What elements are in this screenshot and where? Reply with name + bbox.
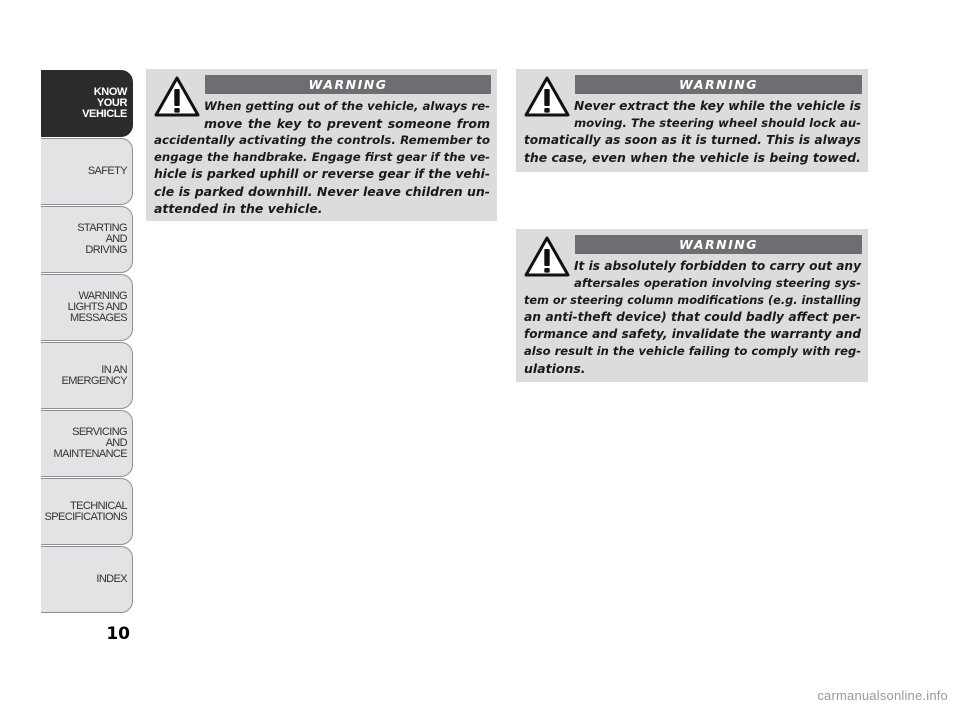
tab-know-your-vehicle[interactable] — [41, 70, 133, 137]
warning-text-line: aftersales operation involving steering sys- — [574, 276, 861, 290]
warning-text-line: tem or steering column modifications (e.g. installing — [524, 293, 861, 307]
warning-text-line: move the key to prevent someone from — [204, 116, 490, 131]
warning-title: WARNING — [575, 75, 862, 94]
warning-text-line: an anti-theft device) that could badly affect per- — [524, 310, 861, 324]
warning-text-line: hicle is parked uphill or reverse gear if the vehi- — [154, 167, 490, 181]
tab-label-line: MAINTENANCE — [53, 448, 127, 460]
tab-label-line: SAFETY — [87, 165, 127, 177]
tab-label-line: SPECIFICATIONS — [44, 510, 127, 523]
warning-text — [524, 258, 861, 377]
tab-label-line: VEHICLE — [82, 108, 127, 120]
warning-text-line: attended in the vehicle. — [154, 201, 323, 216]
tab-starting-and-driving[interactable] — [41, 206, 133, 273]
tab-label-line: KNOW — [93, 86, 127, 98]
tab-label-line: INDEX — [96, 573, 127, 585]
page-number: 10 — [106, 624, 130, 644]
tab-in-an-emergency[interactable] — [41, 342, 133, 409]
warning-text-line: ulations. — [524, 361, 586, 376]
tab-label-line: IN AN — [101, 363, 127, 376]
warning-text-line: It is absolutely forbidden to carry out any — [574, 259, 861, 273]
warning-box-steering-lock — [516, 69, 868, 172]
tab-index[interactable] — [41, 546, 133, 613]
tab-label-line: AND — [105, 437, 127, 449]
warning-box-steering-modifications — [516, 229, 868, 382]
warning-text-line: accidentally activating the controls. Remember to — [154, 133, 490, 147]
warning-title: WARNING — [205, 75, 491, 94]
tab-technical-specifications[interactable] — [41, 478, 133, 545]
tab-label-line: AND — [105, 233, 127, 245]
tab-warning-lights-and-messages[interactable] — [41, 274, 133, 341]
tab-servicing-and-maintenance[interactable] — [41, 410, 133, 477]
tab-label-line: WARNING — [78, 290, 127, 302]
warning-text-line: formance and safety, invalidate the warranty and — [524, 327, 861, 341]
warning-text-line: moving. The steering wheel should lock au- — [574, 116, 861, 130]
tab-label-line: STARTING — [77, 222, 127, 234]
warning-text-line: also result in the vehicle failing to comply with reg- — [524, 344, 861, 358]
tab-label-line: EMERGENCY — [61, 374, 127, 387]
warning-text-line: Never extract the key while the vehicle is — [574, 99, 861, 113]
warning-text-line: engage the handbrake. Engage first gear if the ve- — [154, 150, 490, 164]
tab-safety[interactable] — [41, 138, 133, 205]
warning-text — [154, 98, 490, 217]
warning-text-line: cle is parked downhill. Never leave children un- — [154, 184, 490, 199]
tab-label-line: YOUR — [96, 97, 127, 109]
warning-text-line: tomatically as soon as it is turned. This is always — [524, 133, 861, 147]
tab-label-line: MESSAGES — [70, 312, 127, 324]
chapter-tabs — [41, 70, 133, 614]
warning-box-key-removal — [146, 69, 497, 221]
warning-text-line: When getting out of the vehicle, always re- — [204, 99, 490, 113]
watermark: carmanualsonline.info — [817, 688, 948, 703]
warning-title: WARNING — [575, 235, 862, 254]
tab-label-line: SERVICING — [72, 426, 127, 438]
warning-text-line: the case, even when the vehicle is being towed. — [524, 150, 861, 165]
tab-label-line: DRIVING — [85, 244, 127, 256]
tab-label-line: LIGHTS AND — [67, 301, 127, 313]
warning-text — [524, 98, 861, 166]
tab-label-line: TECHNICAL — [70, 499, 127, 512]
